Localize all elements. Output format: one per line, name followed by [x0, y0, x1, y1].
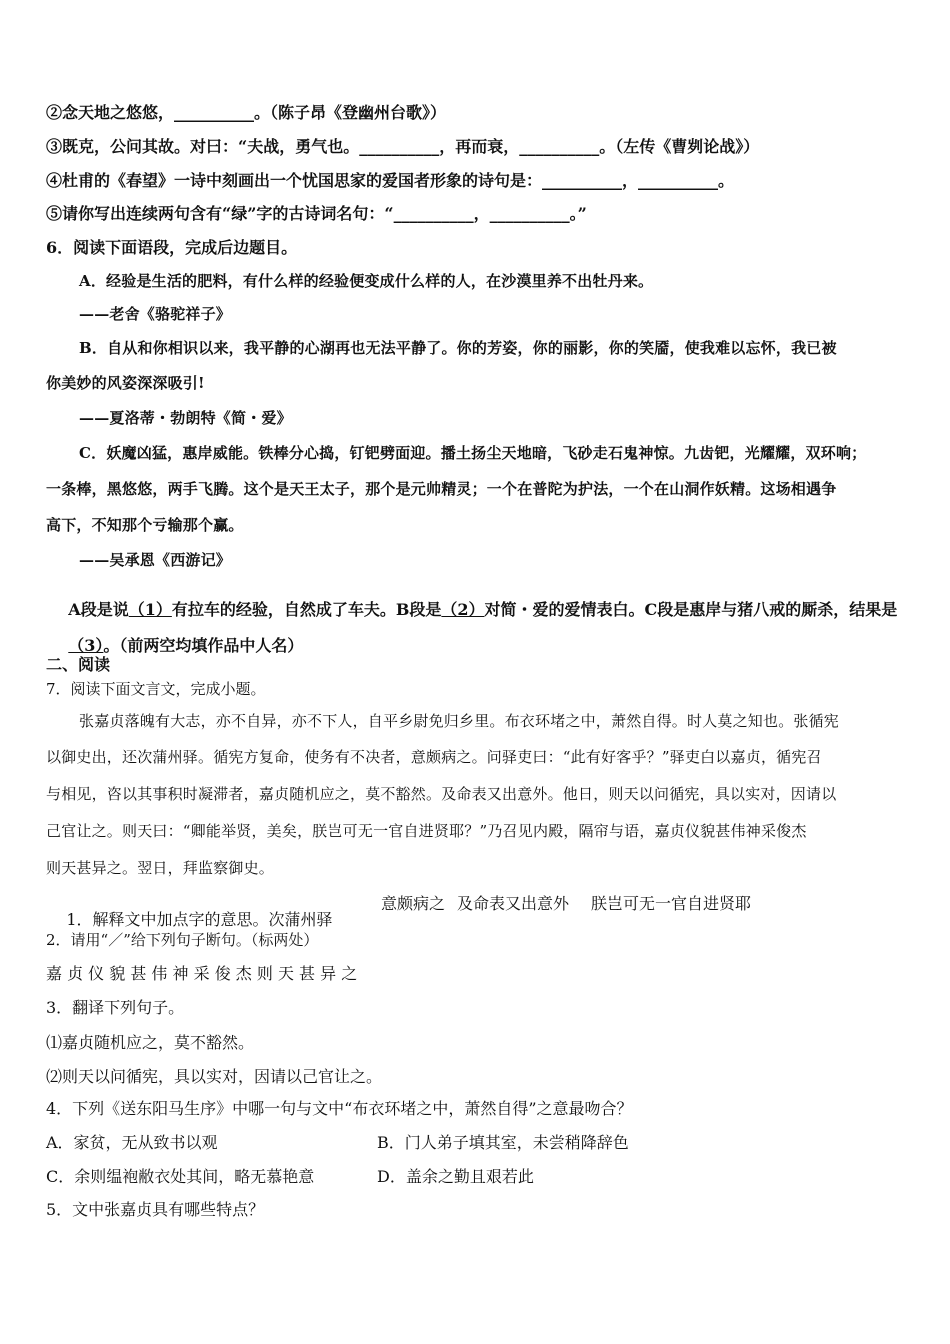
q7-sub3: 3．翻译下列句子。: [46, 998, 185, 1017]
q7-passage-line5: 则天甚异之。翌日，拜监察御史。: [46, 859, 275, 877]
q7-sub1-item: 朕岂可无一官自进贤耶: [591, 894, 752, 913]
q6-blank-3: （3）: [68, 636, 104, 655]
q6-title: 6．阅读下面语段，完成后边题目。: [46, 238, 298, 257]
q7-sub3-1: ⑴嘉贞随机应之，莫不豁然。: [46, 1033, 255, 1052]
q7-option-a: A．家贫，无从致书以观: [46, 1133, 218, 1152]
q6-a-source: ——老舍《骆驼祥子》: [79, 305, 232, 323]
section-title: 二、阅读: [46, 655, 111, 674]
q7-sub4: 4．下列《送东阳马生序》中哪一句与文中“布衣环堵之中，萧然自得”之意最吻合？: [46, 1099, 633, 1118]
q6-c-line3: 高下，不知那个亏输那个赢。: [46, 516, 244, 534]
q6-b-line2: 你美妙的风姿深深吸引!: [46, 374, 205, 392]
q6-answer-part3: 对简・爱的爱情表白。C段是惠岸与猪八戒的厮杀，结果是: [484, 600, 898, 619]
q7-sub1-item: 意颇病之: [381, 894, 446, 913]
q6-b-source: ——夏洛蒂・勃朗特《简・爱》: [79, 409, 292, 427]
q7-sub3-2: ⑵则天以问循宪，具以实对，因请以己官让之。: [46, 1067, 383, 1086]
q7-sub5: 5．文中张嘉贞具有哪些特点？: [46, 1200, 265, 1219]
q7-passage-line1: 张嘉贞落魄有大志，亦不自异，亦不下人，自平乡尉免归乡里。布衣环堵之中，萧然自得。时人莫之知也。张循宪: [79, 712, 840, 730]
q6-c-line1: C．妖魔凶猛，惠岸威能。铁棒分心捣，钉钯劈面迎。播土扬尘天地暗，飞砂走石鬼神惊。九齿钯，光耀耀，双环响；: [79, 444, 867, 462]
q7-sub1-label: 1．解释文中加点字的意思。: [66, 910, 269, 929]
q7-sub1-item: 次蒲州驿: [268, 910, 333, 929]
q7-option-d: D．盖余之勤且艰若此: [377, 1167, 534, 1186]
q6-answer-part2: 有拉车的经验，自然成了车夫。B段是: [171, 600, 442, 619]
q5-item-3: ③既克，公问其故。对曰：“夫战，勇气也。__________，再而衰，__________。（左传《曹刿论战》）: [46, 137, 760, 156]
q6-answer-part4: 。（前两空均填作品中人名）: [103, 636, 304, 655]
q7-passage-line4: 己官让之。则天曰：“卿能举贤，美矣，朕岂可无一官自进贤耶？”乃召见内殿，隔帘与语，嘉贞仪貌甚伟神采俊杰: [46, 822, 807, 840]
q7-option-b: B．门人弟子填其室，未尝稍降辞色: [377, 1133, 629, 1152]
q7-sub1-item: 及命表又出意外: [457, 894, 570, 913]
q5-item-5: ⑤请你写出连续两句含有“绿”字的古诗词名句：“__________，__________。”: [46, 204, 587, 223]
q6-answer-part1: A段是说: [68, 600, 129, 619]
q6-a-text: A．经验是生活的肥料，有什么样的经验便变成什么样的人，在沙漠里养不出牡丹来。: [79, 272, 654, 290]
q7-passage-line2: 以御史出，还次蒲州驿。循宪方复命，使务有不决者，意颇病之。问驿吏曰：“此有好客乎？”驿吏白以嘉贞，循宪召: [46, 748, 822, 766]
q5-item-2: ②念天地之悠悠，__________。（陈子昂《登幽州台歌》）: [46, 103, 447, 122]
q6-c-line2: 一条棒，黑悠悠，两手飞腾。这个是天王太子，那个是元帅精灵；一个在普陀为护法，一个在山洞作妖精。这场相遇争: [46, 480, 837, 498]
q5-item-4: ④杜甫的《春望》一诗中刻画出一个忧国思家的爱国者形象的诗句是：__________，__________。: [46, 171, 735, 190]
q7-sub2-sentence: 嘉 贞 仪 貌 甚 伟 神 采 俊 杰 则 天 甚 异 之: [46, 964, 358, 983]
q6-b-line1: B．自从和你相识以来，我平静的心湖再也无法平静了。你的芳姿，你的丽影，你的笑靥，使我难以忘怀，我已被: [79, 339, 837, 357]
q7-title: 7．阅读下面文言文，完成小题。: [46, 680, 266, 698]
q7-sub2: 2．请用“／”给下列句子断句。（标两处）: [46, 931, 319, 949]
q6-blank-1: （1）: [128, 600, 172, 619]
q6-blank-2: （2）: [441, 600, 485, 619]
q7-option-c: C．余则缊袍敝衣处其间，略无慕艳意: [46, 1167, 315, 1186]
q6-c-source: ——吴承恩《西游记》: [79, 551, 232, 569]
q7-passage-line3: 与相见，咨以其事积时凝滞者，嘉贞随机应之，莫不豁然。及命表又出意外。他日，则天以问循宪，具以实对，因请以: [46, 785, 837, 803]
